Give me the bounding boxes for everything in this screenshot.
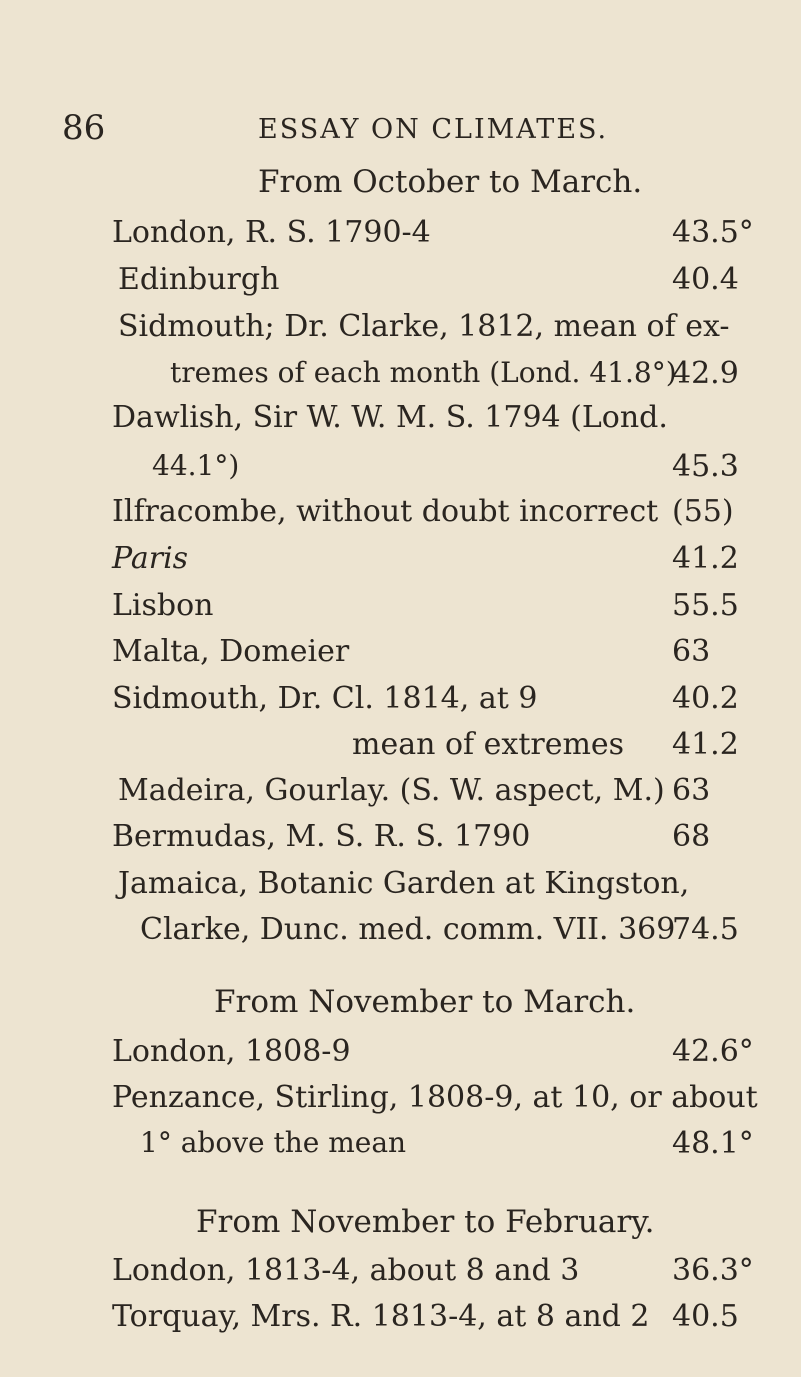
- table-row: [0, 1080, 801, 1120]
- row-label: Edinburgh: [118, 262, 280, 297]
- table-row-continuation: [0, 1126, 801, 1166]
- section-title: From November to March.: [214, 984, 636, 1020]
- table-row: [0, 866, 801, 906]
- row-label: Ilfracombe, without doubt incorrect: [112, 494, 659, 529]
- table-row: [0, 1034, 801, 1074]
- row-value: 40.4: [672, 262, 739, 297]
- row-value: 45.3: [672, 449, 739, 484]
- row-value: 43.5°: [672, 215, 754, 250]
- table-row: [0, 262, 801, 302]
- table-row: [0, 1253, 801, 1293]
- row-label: mean of extremes: [352, 727, 625, 762]
- row-value: 42.9: [672, 356, 739, 391]
- table-row: [0, 400, 801, 440]
- row-value: 55.5: [672, 588, 739, 623]
- row-label: Sidmouth, Dr. Cl. 1814, at 9: [112, 681, 538, 716]
- row-value: 42.6°: [672, 1034, 754, 1069]
- row-value: 40.5: [672, 1299, 739, 1334]
- row-label: Madeira, Gourlay. (S. W. aspect, M.): [118, 773, 665, 808]
- row-label: Malta, Domeier: [112, 634, 350, 669]
- table-row: [0, 1299, 801, 1339]
- table-row-continuation: [0, 356, 801, 396]
- row-label: London, 1808-9: [112, 1034, 351, 1069]
- table-row: [0, 819, 801, 859]
- table-row: [0, 541, 801, 581]
- row-value: 68: [672, 819, 711, 854]
- row-value: (55): [672, 494, 734, 529]
- section-title: From October to March.: [258, 164, 643, 200]
- table-row-continuation: [0, 449, 801, 489]
- row-label: Torquay, Mrs. R. 1813-4, at 8 and 2: [112, 1299, 650, 1334]
- table-row: [0, 215, 801, 255]
- row-label-continuation: 1° above the mean: [140, 1126, 407, 1159]
- row-value: 41.2: [672, 727, 739, 762]
- row-value: 74.5: [672, 912, 739, 947]
- row-label: London, 1813-4, about 8 and 3: [112, 1253, 580, 1288]
- row-label: Bermudas, M. S. R. S. 1790: [112, 819, 531, 854]
- table-row: [0, 309, 801, 349]
- table-row: [0, 634, 801, 674]
- row-label: Sidmouth; Dr. Clarke, 1812, mean of ex-: [118, 309, 730, 344]
- row-value: 36.3°: [672, 1253, 754, 1288]
- page-number: 86: [62, 108, 106, 148]
- row-value: 63: [672, 634, 711, 669]
- row-label: Paris: [112, 541, 189, 576]
- table-row-continuation: [0, 912, 801, 952]
- running-title: ESSAY ON CLIMATES.: [258, 114, 609, 145]
- table-row: [0, 773, 801, 813]
- table-row: [0, 727, 801, 767]
- row-label: London, R. S. 1790-4: [112, 215, 431, 250]
- row-label: Lisbon: [112, 588, 214, 623]
- row-value: 40.2: [672, 681, 739, 716]
- row-label: Jamaica, Botanic Garden at Kingston,: [118, 866, 690, 901]
- table-row: [0, 681, 801, 721]
- table-row: [0, 494, 801, 534]
- row-value: 63: [672, 773, 711, 808]
- row-value: 48.1°: [672, 1126, 754, 1161]
- row-label-continuation: tremes of each month (Lond. 41.8°): [170, 356, 677, 389]
- row-value: 41.2: [672, 541, 739, 576]
- table-row: [0, 588, 801, 628]
- section-title: From November to February.: [196, 1204, 655, 1240]
- row-label: Penzance, Stirling, 1808-9, at 10, or about: [112, 1080, 758, 1115]
- page-header: [0, 108, 801, 148]
- row-label-continuation: Clarke, Dunc. med. comm. VII. 369: [140, 912, 676, 947]
- row-label: Dawlish, Sir W. W. M. S. 1794 (Lond.: [112, 400, 668, 435]
- row-label-continuation: 44.1°): [152, 449, 240, 482]
